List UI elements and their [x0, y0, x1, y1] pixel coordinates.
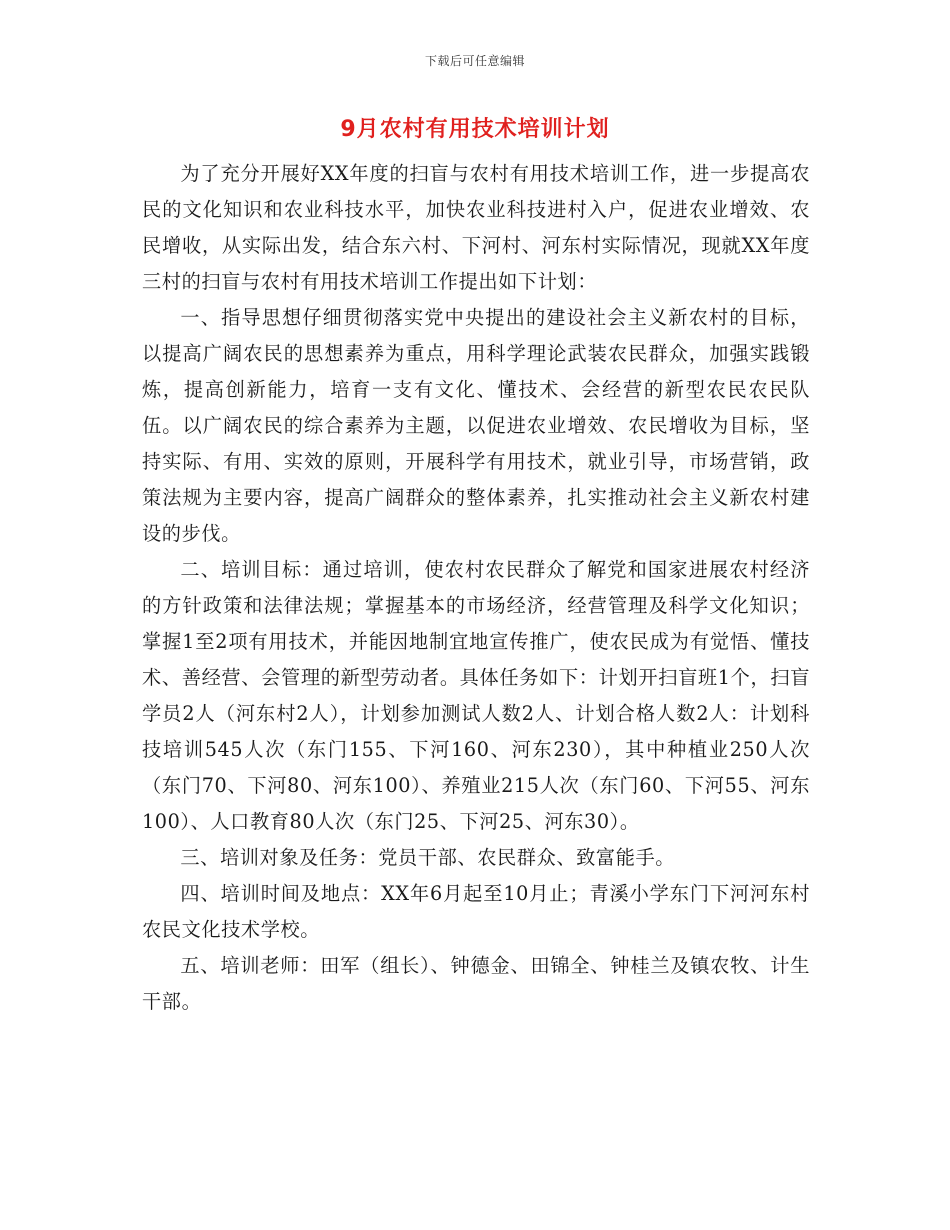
section-guiding-ideology: 一、指导思想仔细贯彻落实党中央提出的建设社会主义新农村的目标，以提高广阔农民的思想素养为重点，用科学理论武装农民群众，加强实践锻炼，提高创新能力，培育一支有文化、懂技术、会经营的新型农民农民队伍。以广阔农民的综合素养为主题，以促进农业增效、农民增收为目标，坚持实际、有用、实效的原则，开展科学有用技术，就业引导，市场营销，政策法规为主要内容，提高广阔群众的整体素养，扎实推动社会主义新农村建设的步伐。	[142, 306, 810, 545]
section-trainers: 五、培训老师：田军（组长）、钟德金、田锦全、钟桂兰及镇农牧、计生干部。	[142, 954, 810, 1013]
section-time-location: 四、培训时间及地点：XX年6月起至10月止；青溪小学东门下河河东村农民文化技术学校。	[142, 882, 810, 941]
document-title: 9月农村有用技术培训计划	[340, 117, 610, 142]
section-training-goals: 二、培训目标：通过培训，使农村农民群众了解党和国家进展农村经济的方针政策和法律法规；掌握基本的市场经济，经营管理及科学文化知识；掌握1至2项有用技术，并能因地制宜地宣传推广，使农民成为有觉悟、懂技术、善经营、会管理的新型劳动者。具体任务如下：计划开扫盲班1个，扫盲学员2人（河东村2人），计划参加测试人数2人、计划合格人数2人：计划科技培训545人次（东门155、下河160、河东230），其中种植业250人次（东门70、下河80、河东100）、养殖业215人次（东门60、下河55、河东100）、人口教育80人次（东门25、下河25、河东30）。	[142, 558, 810, 833]
header-note: 下载后可任意编辑	[424, 54, 525, 68]
intro-paragraph: 为了充分开展好XX年度的扫盲与农村有用技术培训工作，进一步提高农民的文化知识和农业科技水平，加快农业科技进村入户，促进农业增效、农民增收，从实际出发，结合东六村、下河村、河东村实际情况，现就XX年度三村的扫盲与农村有用技术培训工作提出如下计划：	[142, 162, 810, 293]
document-body	[142, 156, 810, 1020]
section-training-targets: 三、培训对象及任务：党员干部、农民群众、致富能手。	[180, 846, 676, 869]
